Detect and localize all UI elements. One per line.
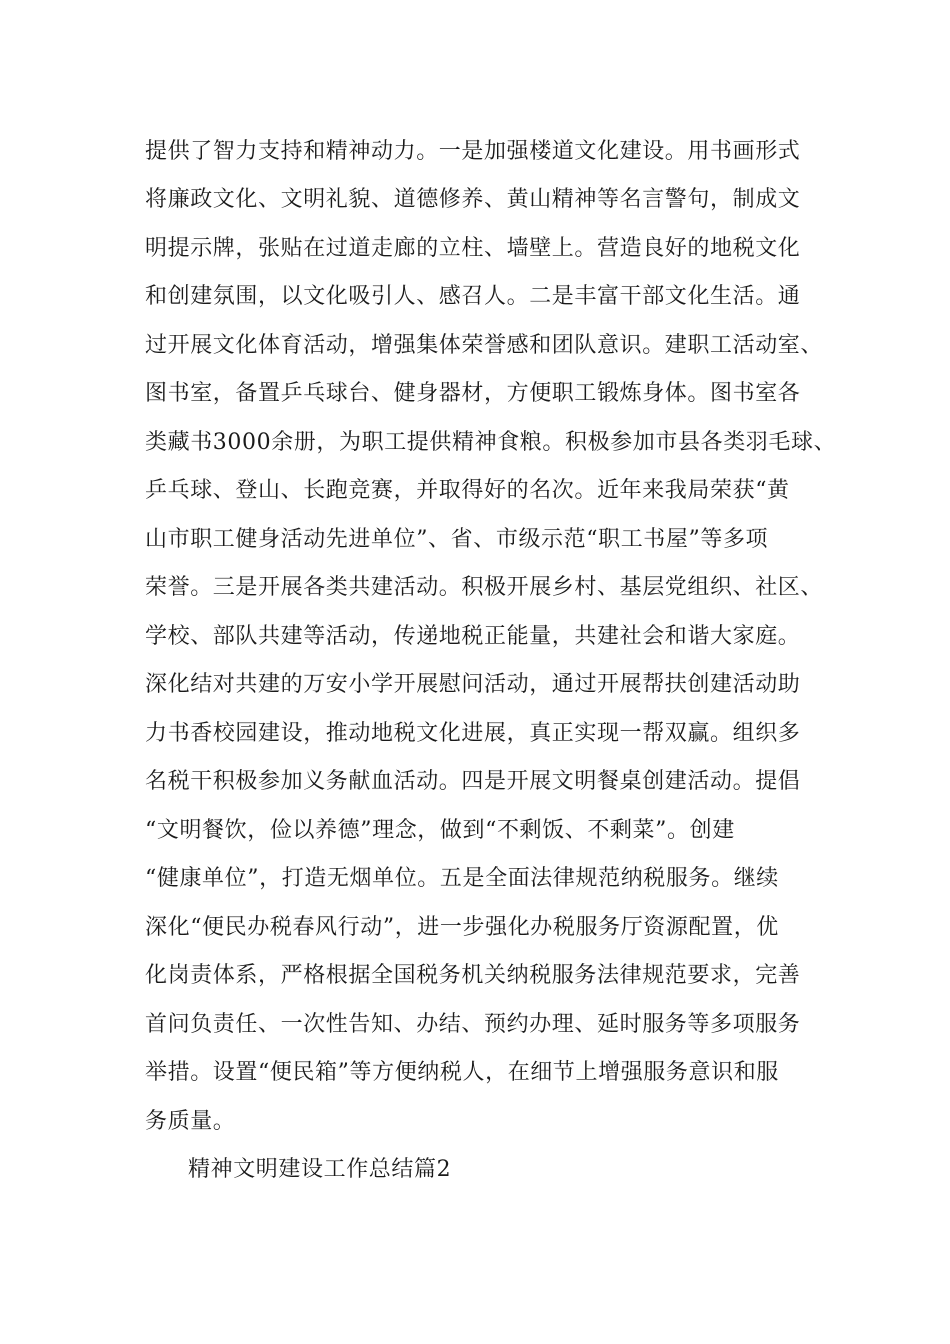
paragraph-line: 力书香校园建设，推动地税文化进展，真正实现一帮双赢。组织多: [145, 721, 801, 746]
paragraph-line: 化岗责体系，严格根据全国税务机关纳税服务法律规范要求，完善: [145, 963, 801, 988]
paragraph-line: 将廉政文化、文明礼貌、道德修养、黄山精神等名言警句，制成文: [145, 187, 801, 212]
paragraph-line: 举措。设置“便民箱”等方便纳税人，在细节上增强服务意识和服: [145, 1060, 779, 1085]
paragraph-line: “文明餐饮，俭以养德”理念，做到“不剩饭、不剩菜”。创建: [145, 818, 735, 843]
paragraph-line: 过开展文化体育活动，增强集体荣誉感和团队意识。建职工活动室、: [145, 333, 824, 358]
paragraph-line: 首问负责任、一次性告知、办结、预约办理、延时服务等多项服务: [145, 1012, 801, 1037]
paragraph-line: 提供了智力支持和精神动力。一是加强楼道文化建设。用书画形式: [145, 139, 801, 164]
paragraph-line: 图书室，备置乒乓球台、健身器材，方便职工锻炼身体。图书室各: [145, 381, 801, 406]
paragraph-line: 乒乓球、登山、长跑竞赛，并取得好的名次。近年来我局荣获“黄: [145, 478, 790, 503]
paragraph-line: 学校、部队共建等活动，传递地税正能量，共建社会和谐大家庭。: [145, 624, 801, 649]
paragraph-line: 类藏书3000余册，为职工提供精神食粮。积极参加市县各类羽毛球、: [145, 430, 837, 455]
paragraph-line: 和创建氛围，以文化吸引人、感召人。二是丰富干部文化生活。通: [145, 284, 801, 309]
paragraph-line: 荣誉。三是开展各类共建活动。积极开展乡村、基层党组织、社区、: [145, 575, 824, 600]
paragraph-line: 深化“便民办税春风行动”，进一步强化办税服务厅资源配置，优: [145, 915, 779, 940]
paragraph-line: 明提示牌，张贴在过道走廊的立柱、墙壁上。营造良好的地税文化: [145, 236, 801, 261]
section-heading: 精神文明建设工作总结篇2: [188, 1157, 452, 1182]
paragraph-line: 名税干积极参加义务献血活动。四是开展文明餐桌创建活动。提倡: [145, 769, 801, 794]
paragraph-line: 深化结对共建的万安小学开展慰问活动，通过开展帮扶创建活动助: [145, 672, 801, 697]
paragraph-line: 务质量。: [145, 1109, 236, 1134]
paragraph-line: 山市职工健身活动先进单位”、省、市级示范“职工书屋”等多项: [145, 527, 769, 552]
paragraph-line: “健康单位”，打造无烟单位。五是全面法律规范纳税服务。继续: [145, 866, 779, 891]
